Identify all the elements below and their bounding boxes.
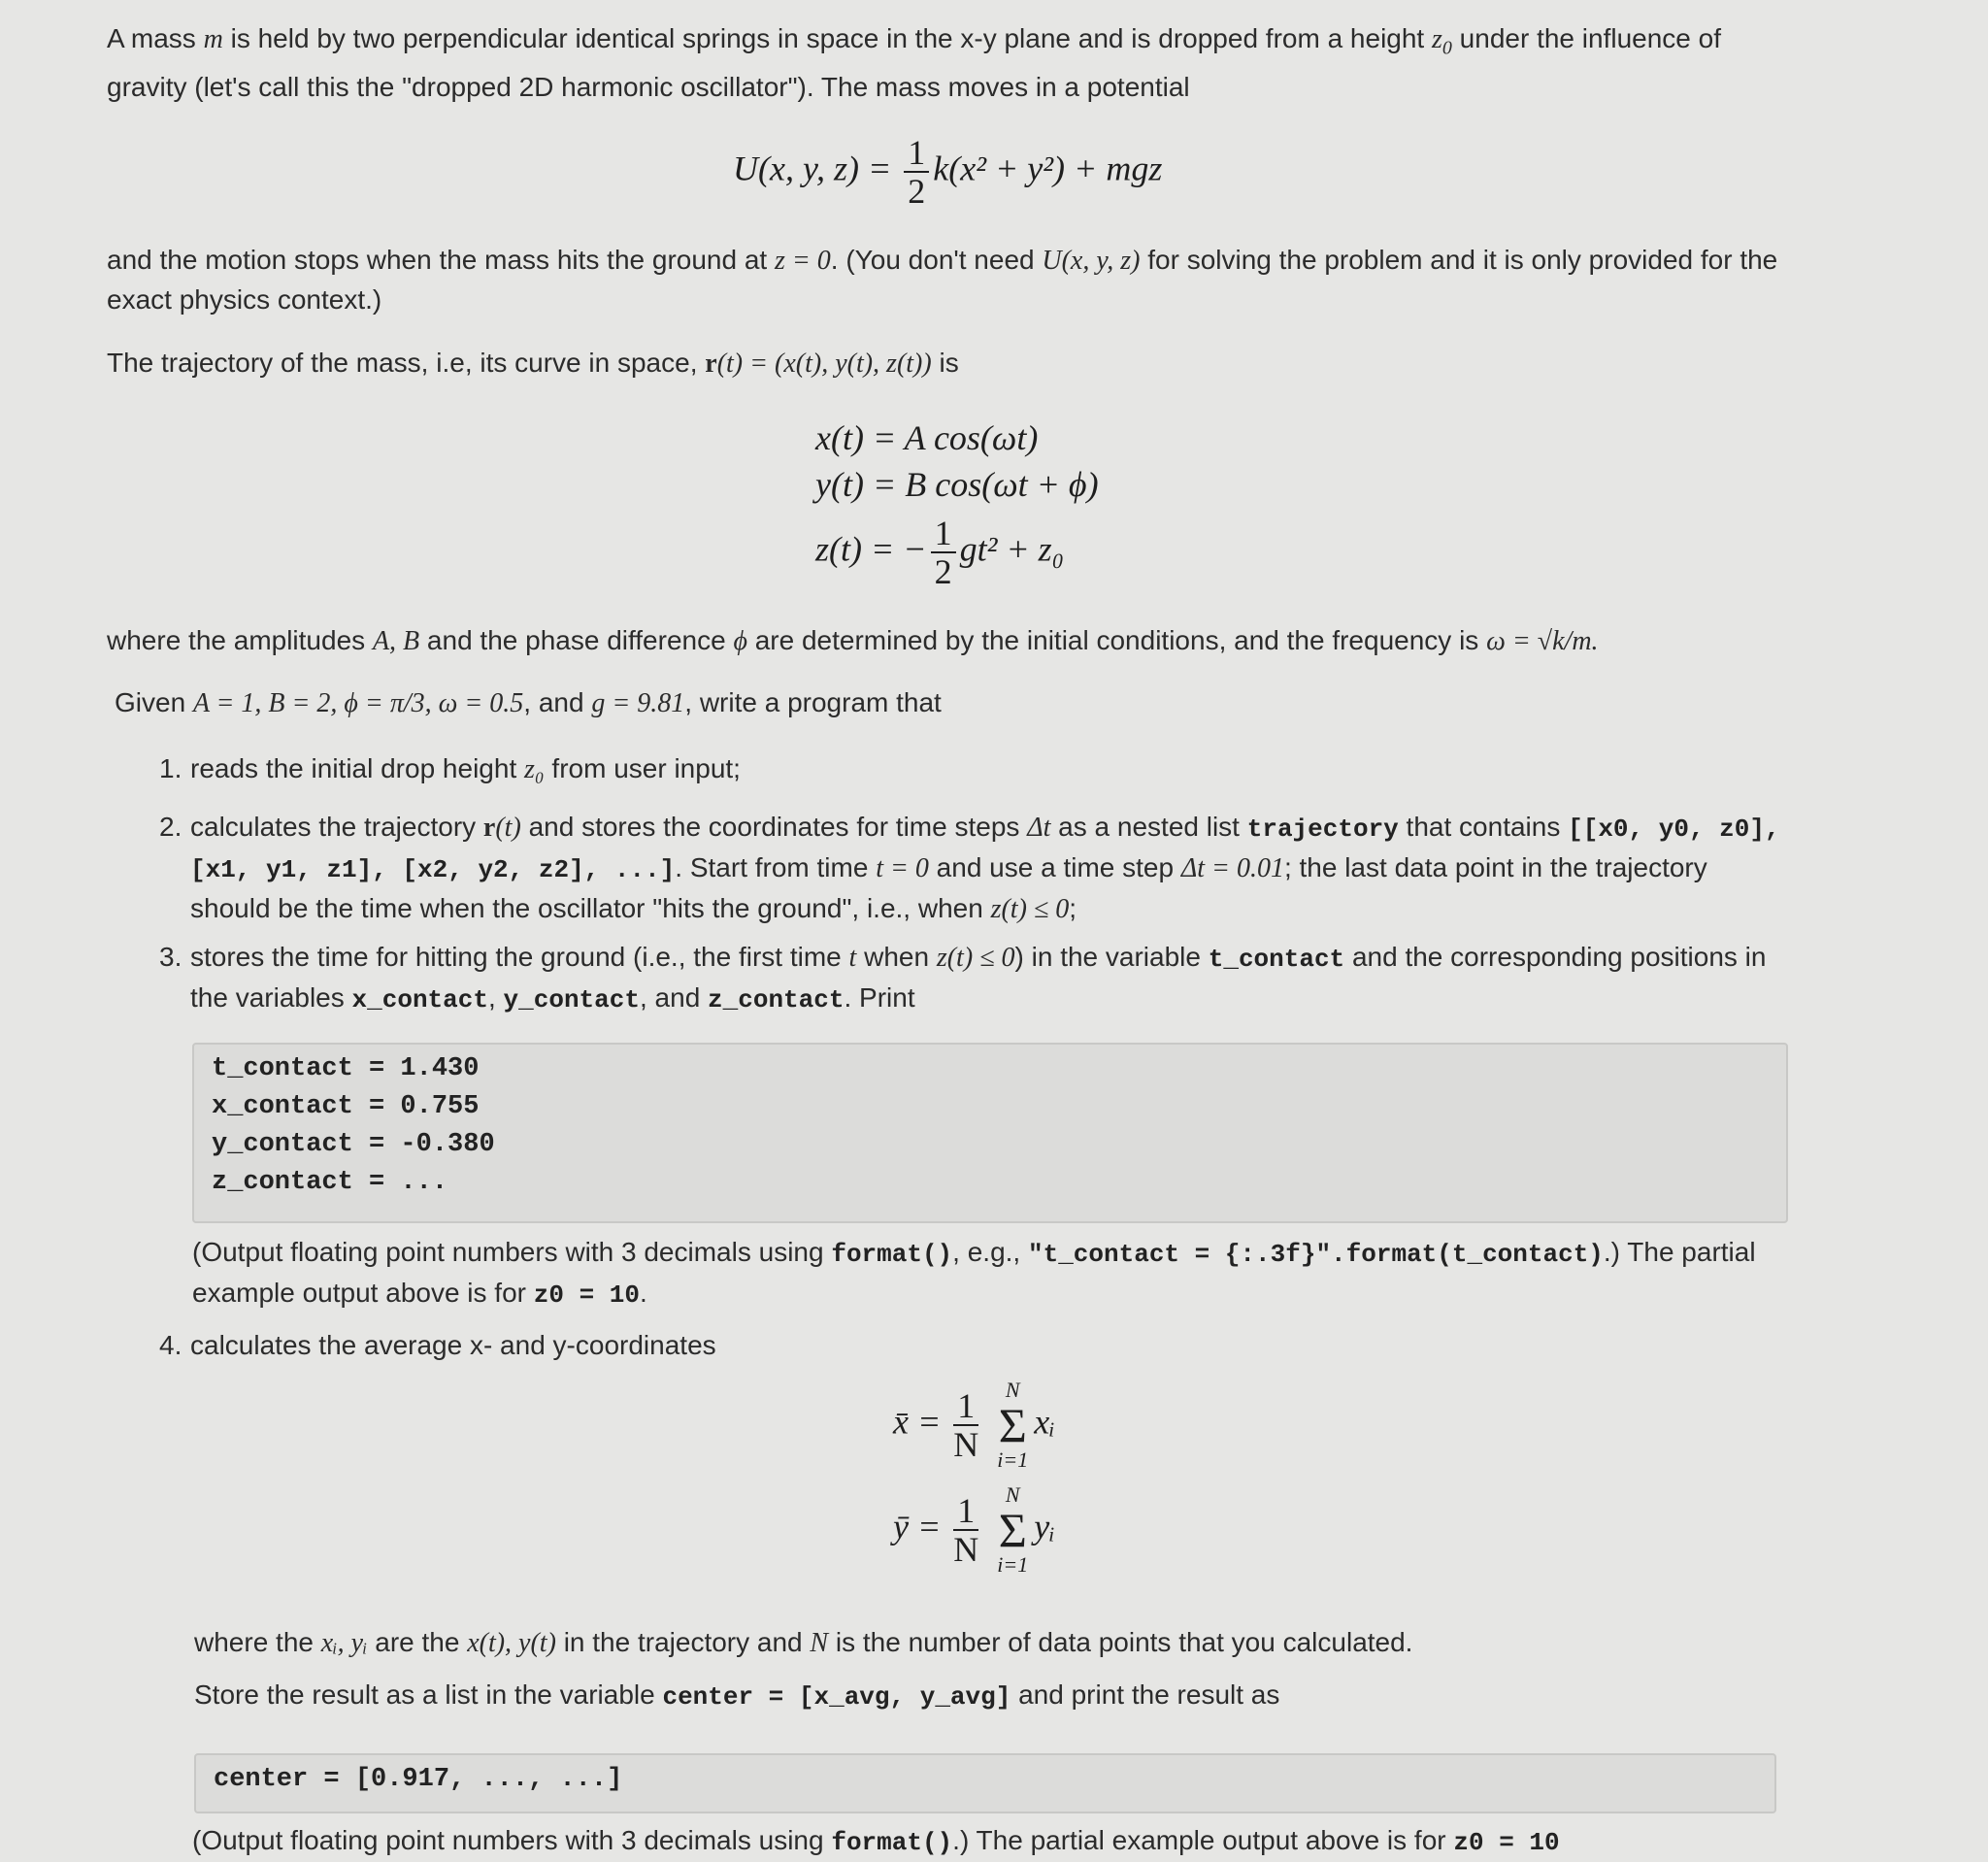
code-nested-list: [[x0, y0, z0], [x1, y1, z1], [x2, y2, z2], ...] [190, 815, 1780, 884]
potential-rhs: k(x² + y²) + mgz [933, 149, 1163, 188]
equation-z: z(t) = − $\frac{1}{2}$ gt² + z₀ [815, 514, 1065, 591]
output-example-center [194, 1753, 1776, 1813]
note-format-1: (Output floating point numbers with 3 decimals using format(), e.g., "t_contact = {:.3f}".format(t_contact).) The partial example output above is for z0 = 10. [192, 1237, 1756, 1310]
paragraph-trajectory: The trajectory of the mass, i.e, its curve in space, r(t) = (x(t), y(t), z(t)) is [107, 348, 959, 379]
output-z-contact: z_contact = ... [212, 1168, 448, 1197]
intro-z0-symbol: $z_0$ [1432, 24, 1452, 59]
intro-mass-symbol: m [203, 24, 223, 54]
given-values: A = 1, B = 2, ϕ = π/3, ω = 0.5 [192, 688, 524, 718]
output-example-contact [192, 1043, 1788, 1223]
sum-symbol-y: N Σ i=1 [997, 1482, 1029, 1577]
output-x-contact: x_contact = 0.755 [212, 1092, 480, 1121]
intro-paragraph [107, 19, 1796, 107]
paragraph-given: Given A = 1, B = 2, ϕ = π/3, ω = 0.5, and g = 9.81, write a program that [115, 687, 942, 718]
item-4: calculates the average x- and y-coordinates [190, 1330, 716, 1360]
item-1: reads the initial drop height z₀ from user input; [190, 753, 741, 784]
item-4-number: 4. [159, 1330, 182, 1360]
equation-x: x(t) = A cos(ωt) [815, 418, 1039, 457]
gravity-value: g = 9.81 [591, 688, 685, 718]
frequency-formula: ω = √k/m. [1486, 626, 1599, 656]
equation-xbar: x̄ = $\frac{1}{N}$ N Σ i=1 xᵢ [893, 1378, 1055, 1472]
equation-y: y(t) = B cos(ωt + ϕ) [815, 465, 1099, 504]
item-3: stores the time for hitting the ground (i.e., the first time t when z(t) ≤ 0) in the variable t_contact and the corresponding positions in the variables x_contact, y_contact, and z_contact. Print [190, 942, 1767, 1014]
output-t-contact: t_contact = 1.430 [212, 1054, 480, 1083]
sum-symbol-x: N Σ i=1 [997, 1378, 1029, 1472]
intro-text-c: under the influence of gravity (let's call this the "dropped 2D harmonic oscillator"). The mass moves in a potential [107, 23, 1721, 102]
paragraph-store-center: Store the result as a list in the variable center = [x_avg, y_avg] and print the result as [194, 1679, 1280, 1712]
ground-condition: z = 0 [774, 246, 831, 276]
potential-symbol: U(x, y, z) [1042, 246, 1141, 276]
item-3-number: 3. [159, 942, 182, 972]
potential-fraction: $\frac{1}{2}$ [904, 134, 929, 210]
code-trajectory: trajectory [1246, 815, 1399, 844]
item-1-number: 1. [159, 753, 182, 783]
potential-equation [733, 134, 1162, 210]
potential-lhs: U(x, y, z) = [733, 149, 892, 188]
equation-ybar: ȳ = $\frac{1}{N}$ N Σ i=1 yᵢ [893, 1482, 1055, 1577]
r-vector-symbol: r [705, 349, 717, 379]
trajectory-definition: (t) = (x(t), y(t), z(t)) [716, 349, 932, 379]
intro-text-a: A mass [107, 23, 204, 53]
intro-text-b: is held by two perpendicular identical springs in space in the x-y plane and is dropped from a height [222, 23, 1432, 53]
output-y-contact: y_contact = -0.380 [212, 1130, 495, 1159]
paragraph-amplitudes: where the amplitudes A, B and the phase difference ϕ are determined by the initial conditions, and the frequency is ω = √k/m. [107, 625, 1599, 656]
note-format-2: (Output floating point numbers with 3 decimals using format().) The partial example output above is for z0 = 10 [192, 1825, 1560, 1857]
paragraph-ground: and the motion stops when the mass hits the ground at z = 0. (You don't need U(x, y, z) for solving the problem and it is only provided for the exact physics context.) [107, 245, 1778, 315]
item-2: calculates the trajectory r(t) and stores the coordinates for time steps Δt as a nested list trajectory that contains [[x0, y0, z0], [x1, y1, z1], [x2, y2, z2], ...]. Start from time t = 0 and use a time step Δt = 0.01; the last data point in the trajectory should be the time when the oscillator "hits the ground", i.e., when z(t) ≤ 0; [190, 812, 1780, 924]
item-2-number: 2. [159, 812, 182, 842]
paragraph-where-xy: where the xᵢ, yᵢ are the x(t), y(t) in the trajectory and N is the number of data points that you calculated. [194, 1627, 1413, 1658]
output-center: center = [0.917, ..., ...] [214, 1765, 623, 1794]
